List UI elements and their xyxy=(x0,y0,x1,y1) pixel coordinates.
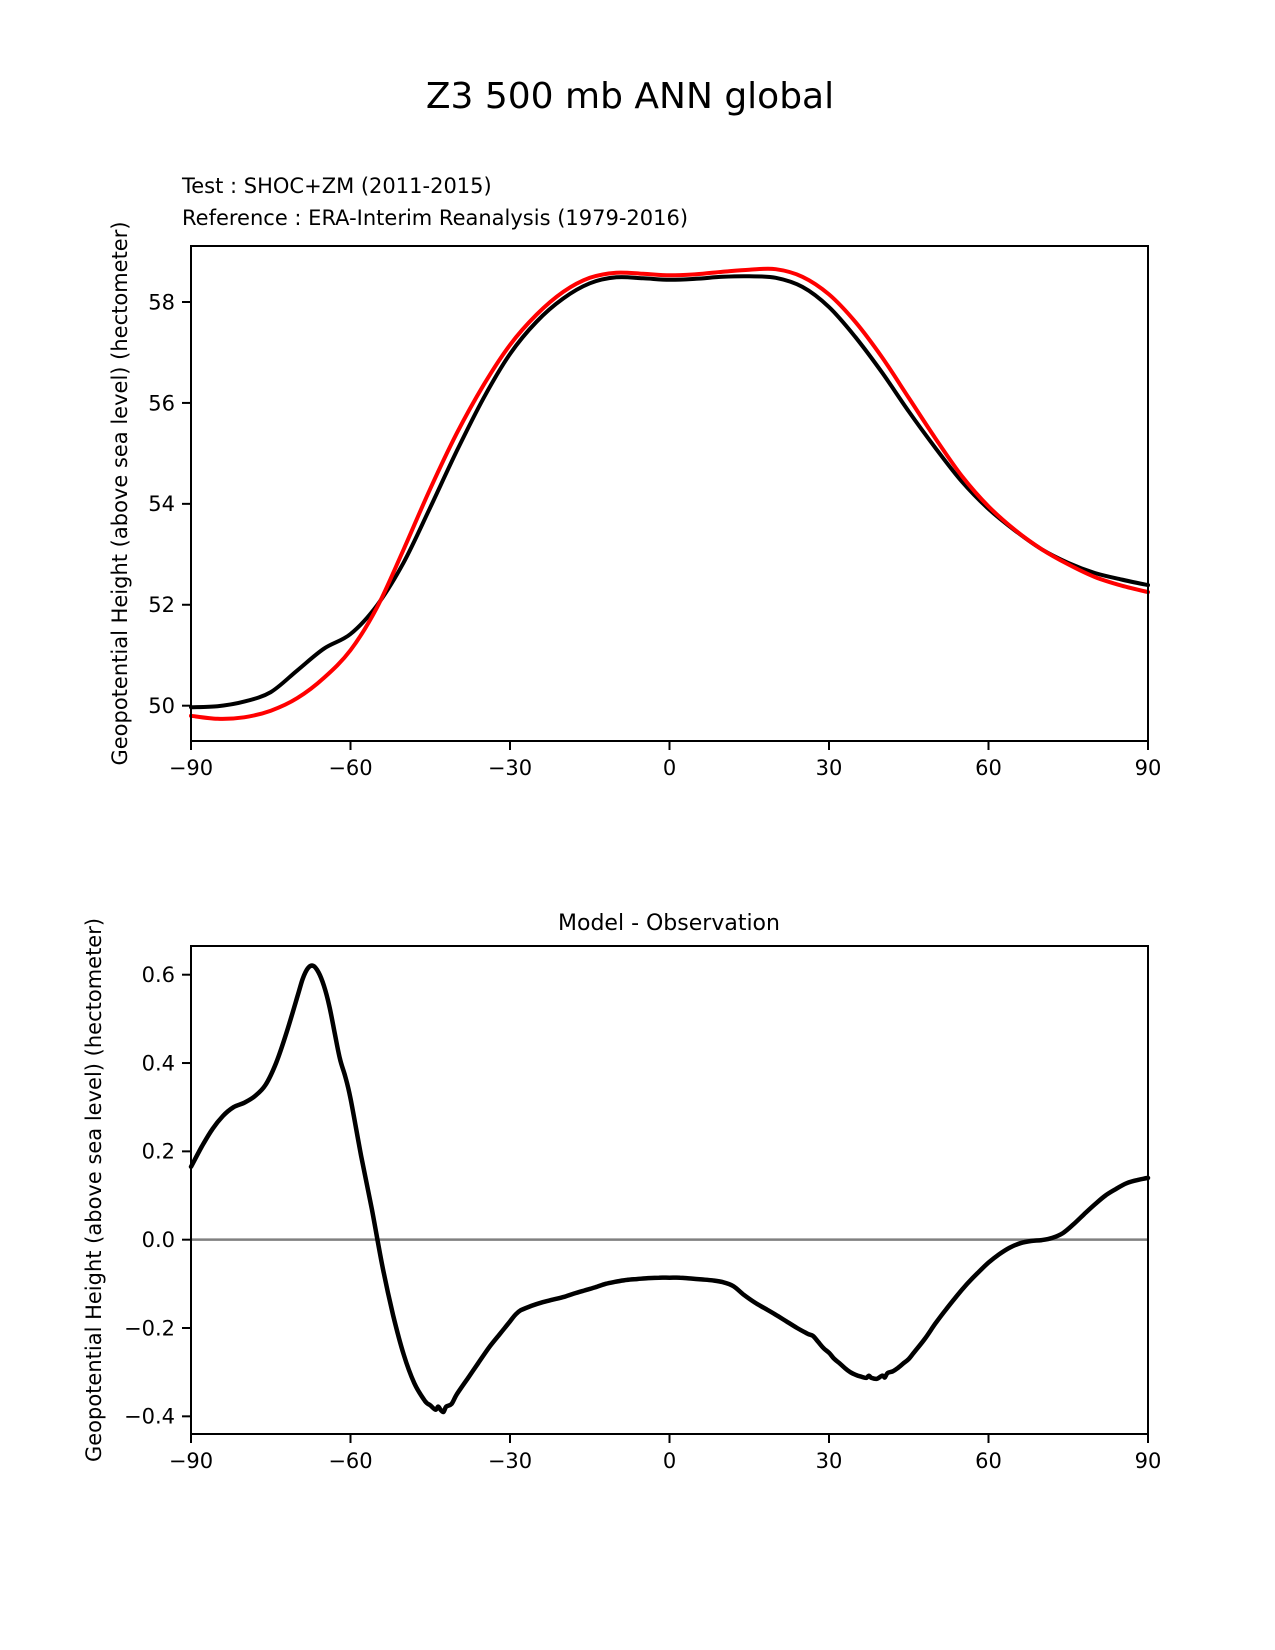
x-tick-label: 30 xyxy=(815,1449,843,1473)
top-y-axis-label: Geopotential Height (above sea level) (hectometer) xyxy=(108,221,132,766)
x-tick-label: 90 xyxy=(1134,1449,1162,1473)
x-tick-label: 60 xyxy=(975,1449,1002,1473)
y-tick-label: 54 xyxy=(148,492,175,517)
x-tick-label: 0 xyxy=(662,756,677,780)
y-tick-label: 50 xyxy=(148,694,175,719)
x-tick-label: −90 xyxy=(168,756,214,780)
x-tick-label: 60 xyxy=(975,756,1002,780)
y-tick-label: 0.0 xyxy=(141,1228,175,1253)
y-tick-label: 56 xyxy=(148,391,175,416)
y-tick-label: 52 xyxy=(148,593,175,618)
x-tick-label: 30 xyxy=(815,756,843,780)
bottom-plot-title: Model - Observation xyxy=(558,911,780,936)
y-tick-label: −0.4 xyxy=(124,1404,175,1429)
x-tick-label: −60 xyxy=(328,756,373,780)
bottom-y-axis-label: Geopotential Height (above sea level) (hectometer) xyxy=(82,917,106,1463)
y-tick-label: 0.6 xyxy=(141,963,175,988)
y-tick-label: 58 xyxy=(148,290,175,315)
y-tick-label: 0.4 xyxy=(141,1051,175,1076)
figure-title: Z3 500 mb ANN global xyxy=(425,76,835,117)
legend-reference-label: Reference : ERA-Interim Reanalysis (1979-2016) xyxy=(182,206,689,230)
legend-test-label: Test : SHOC+ZM (2011-2015) xyxy=(182,174,492,198)
x-tick-label: −60 xyxy=(328,1449,373,1473)
y-tick-label: 0.2 xyxy=(141,1139,175,1164)
x-tick-label: −90 xyxy=(168,1449,214,1473)
x-tick-label: 90 xyxy=(1134,756,1162,780)
x-tick-label: 0 xyxy=(662,1449,677,1473)
x-tick-label: −30 xyxy=(487,1449,533,1473)
y-tick-label: −0.2 xyxy=(124,1316,175,1341)
x-tick-label: −30 xyxy=(487,756,533,780)
